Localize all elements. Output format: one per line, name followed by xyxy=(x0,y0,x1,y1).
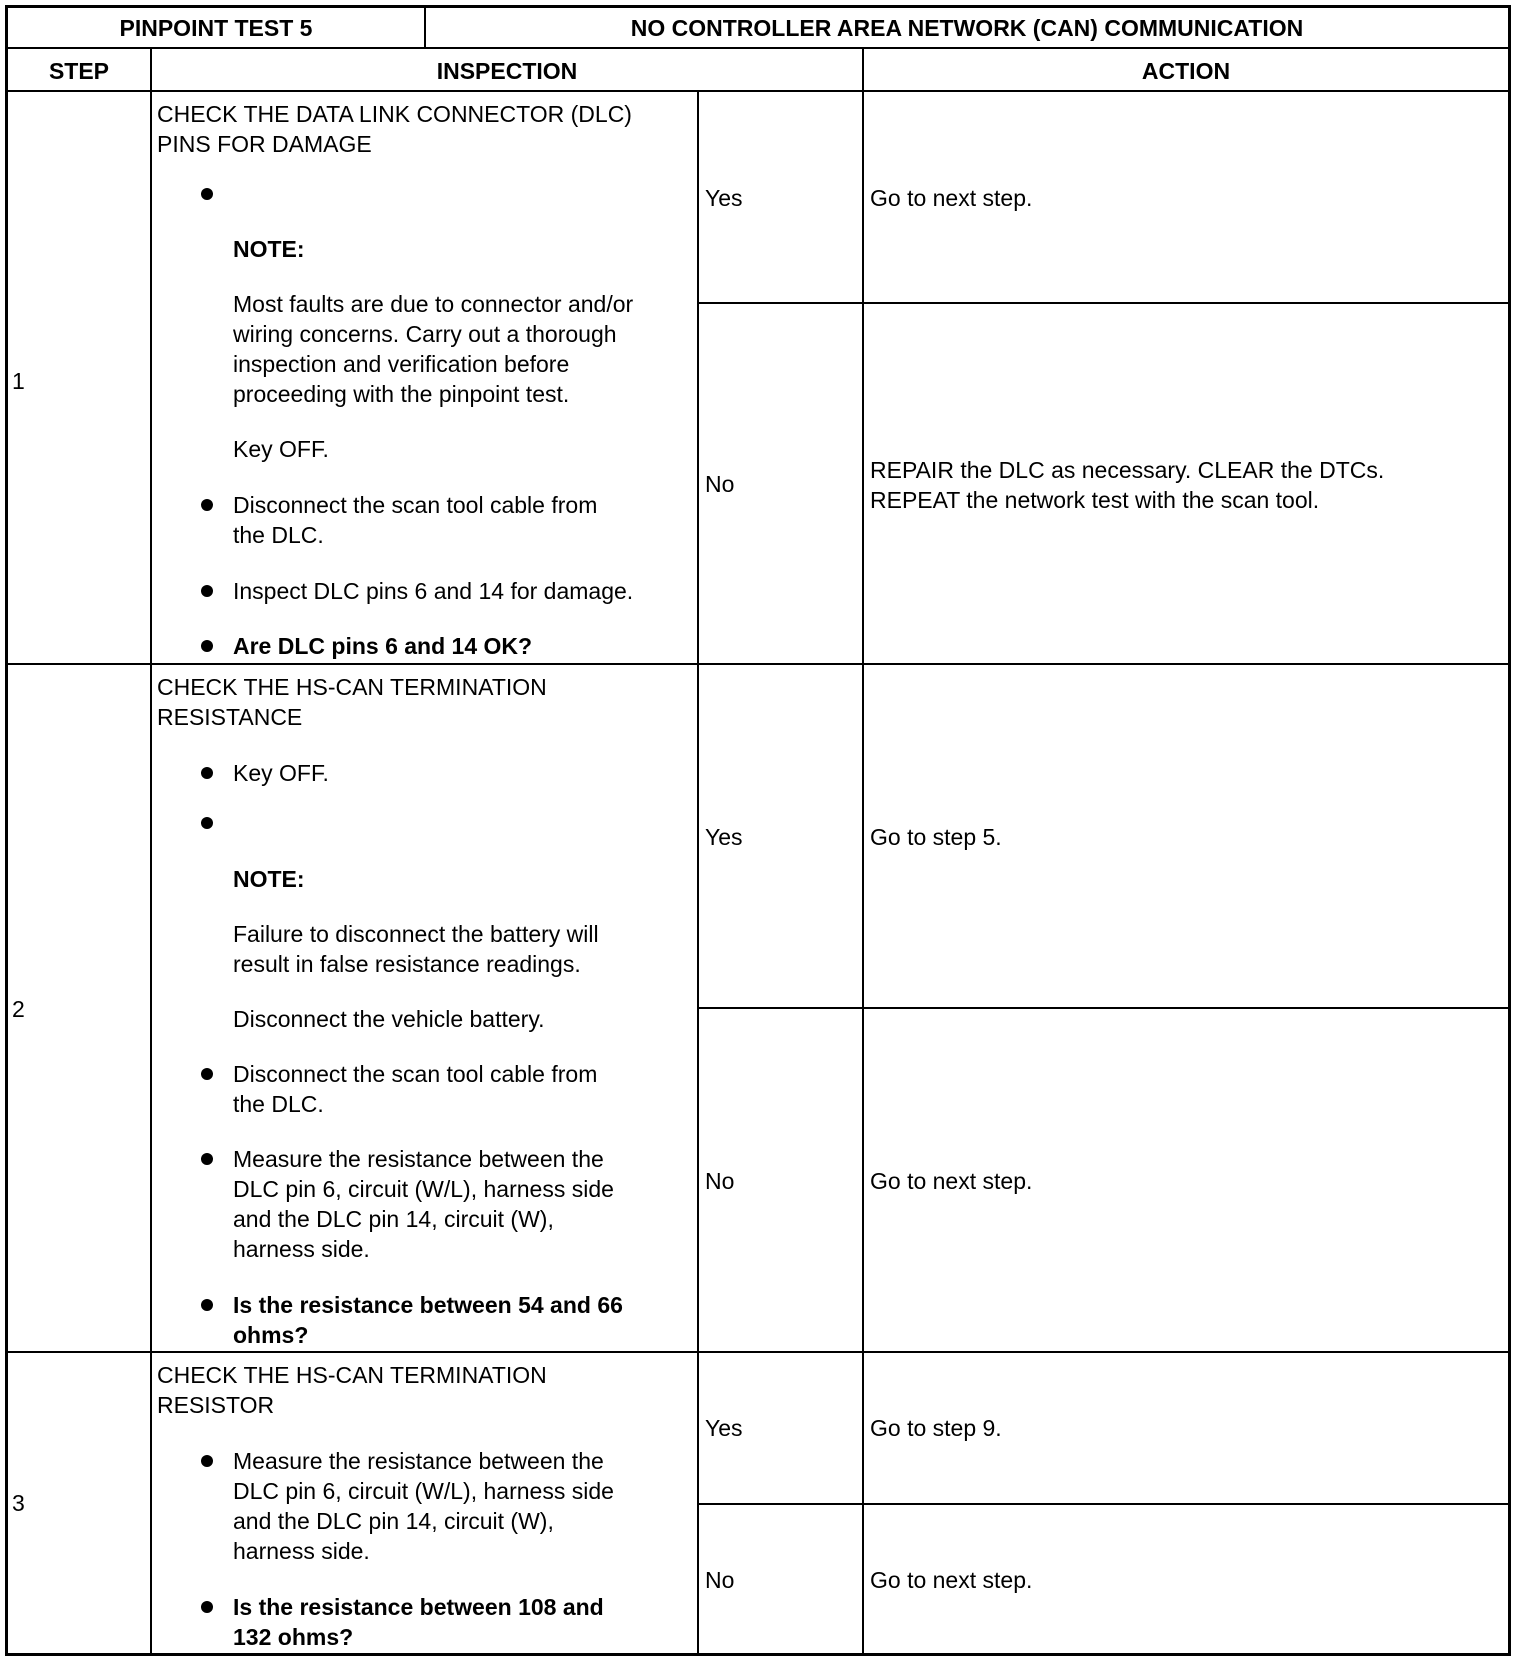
no-label: No xyxy=(705,1567,735,1593)
bullet-icon xyxy=(201,1299,213,1311)
note-text-line: Most faults are due to connector and/or xyxy=(233,291,634,317)
column-header-step: STEP xyxy=(48,58,110,84)
no-action: Go to next step. xyxy=(870,1168,1033,1194)
no-action: Go to next step. xyxy=(870,1567,1033,1593)
bullet-text-line: DLC pin 6, circuit (W/L), harness side xyxy=(233,1478,614,1504)
step-title-line: PINS FOR DAMAGE xyxy=(157,131,372,157)
test-title: NO CONTROLLER AREA NETWORK (CAN) COMMUNICATION xyxy=(630,15,1304,41)
bullet-icon xyxy=(201,640,213,652)
yes-action: Go to next step. xyxy=(870,185,1033,211)
yes-action: Go to step 9. xyxy=(870,1415,1002,1441)
row1-bottom xyxy=(5,663,1511,665)
note-text-line: wiring concerns. Carry out a thorough xyxy=(233,321,617,347)
border-right xyxy=(1508,5,1511,1656)
step-title-line: CHECK THE HS-CAN TERMINATION xyxy=(157,1362,547,1388)
bullet-text-line: harness side. xyxy=(233,1236,370,1262)
step-number: 3 xyxy=(12,1490,25,1516)
no-label: No xyxy=(705,1168,735,1194)
note-label: NOTE: xyxy=(233,236,305,262)
bullet-icon xyxy=(201,817,213,829)
step-title-line: CHECK THE HS-CAN TERMINATION xyxy=(157,674,547,700)
bullet-text-line: and the DLC pin 14, circuit (W), xyxy=(233,1508,554,1534)
question-text: Are DLC pins 6 and 14 OK? xyxy=(233,633,533,659)
row2-bottom xyxy=(5,1351,1511,1353)
step-column-line xyxy=(150,48,152,1655)
note-text-line: inspection and verification before xyxy=(233,351,570,377)
yes-label: Yes xyxy=(705,824,743,850)
bullet-text-line: and the DLC pin 14, circuit (W), xyxy=(233,1206,554,1232)
column-header-action: ACTION xyxy=(1141,58,1231,84)
note-text-line: result in false resistance readings. xyxy=(233,951,581,977)
bullet-icon xyxy=(201,1601,213,1613)
row2-yes-no-line xyxy=(697,1007,1511,1009)
note-text-line: Failure to disconnect the battery will xyxy=(233,921,599,947)
column-header-bottom xyxy=(5,90,1511,92)
bullet-icon xyxy=(201,1068,213,1080)
bullet-icon xyxy=(201,499,213,511)
disconnect-battery-text: Disconnect the vehicle battery. xyxy=(233,1006,545,1032)
row3-yes-no-line xyxy=(697,1503,1511,1505)
border-left xyxy=(5,5,8,1656)
action-column-line xyxy=(862,48,864,1655)
key-off-text: Key OFF. xyxy=(233,436,329,462)
bullet-text-line: Measure the resistance between the xyxy=(233,1448,604,1474)
question-text-line: Is the resistance between 108 and xyxy=(233,1594,604,1620)
bullet-text-line: harness side. xyxy=(233,1538,370,1564)
no-action-line: REPAIR the DLC as necessary. CLEAR the DTCs. xyxy=(870,457,1385,483)
step-title-line: CHECK THE DATA LINK CONNECTOR (DLC) xyxy=(157,101,632,127)
note-text-line: proceeding with the pinpoint test. xyxy=(233,381,570,407)
bullet-icon xyxy=(201,767,213,779)
bullet-icon xyxy=(201,188,213,200)
step-number: 2 xyxy=(12,996,25,1022)
question-text-line: 132 ohms? xyxy=(233,1624,354,1650)
no-action-line: REPEAT the network test with the scan tool. xyxy=(870,487,1320,513)
row1-yes-no-line xyxy=(697,302,1511,304)
note-label: NOTE: xyxy=(233,866,305,892)
test-label: PINPOINT TEST 5 xyxy=(119,15,313,41)
header-bottom xyxy=(5,47,1511,49)
question-text-line: ohms? xyxy=(233,1322,309,1348)
no-label: No xyxy=(705,471,735,497)
column-header-inspection: INSPECTION xyxy=(436,58,578,84)
yes-label: Yes xyxy=(705,185,743,211)
bullet-text-line: Measure the resistance between the xyxy=(233,1146,604,1172)
bullet-icon xyxy=(201,585,213,597)
bullet-icon xyxy=(201,1153,213,1165)
bullet-text-line: the DLC. xyxy=(233,1091,324,1117)
bullet-text-line: Inspect DLC pins 6 and 14 for damage. xyxy=(233,578,634,604)
question-text-line: Is the resistance between 54 and 66 xyxy=(233,1292,623,1318)
bullet-text-line: Disconnect the scan tool cable from xyxy=(233,1061,598,1087)
bullet-text-line: DLC pin 6, circuit (W/L), harness side xyxy=(233,1176,614,1202)
border-bottom xyxy=(5,1653,1511,1656)
bullet-text-line: the DLC. xyxy=(233,522,324,548)
bullet-icon xyxy=(201,1455,213,1467)
border-top xyxy=(5,5,1511,8)
yes-action: Go to step 5. xyxy=(870,824,1002,850)
bullet-text-line: Disconnect the scan tool cable from xyxy=(233,492,598,518)
yes-label: Yes xyxy=(705,1415,743,1441)
step-title-line: RESISTOR xyxy=(157,1392,275,1418)
result-column-line xyxy=(697,91,699,1655)
step-number: 1 xyxy=(12,368,25,394)
bullet-text-line: Key OFF. xyxy=(233,760,329,786)
step-title-line: RESISTANCE xyxy=(157,704,303,730)
